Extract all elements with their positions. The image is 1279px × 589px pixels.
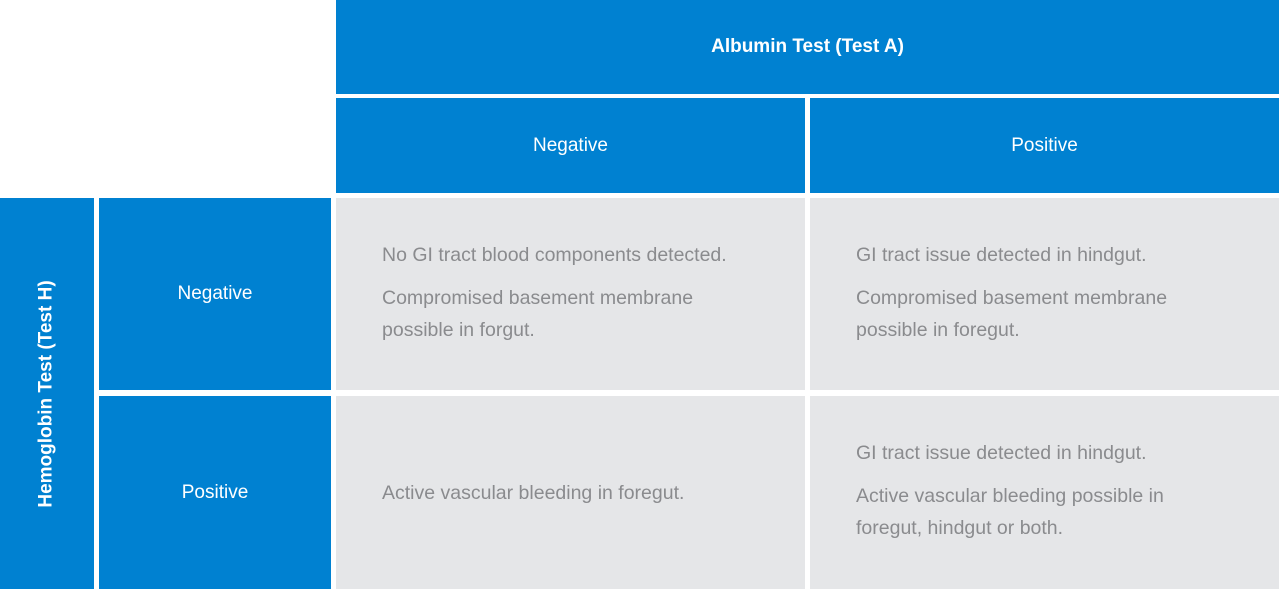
result-text: GI tract issue detected in hindgut. xyxy=(856,442,1147,464)
result-text: Active vascular bleeding possible in foregut, hindgut or both. xyxy=(856,485,1164,539)
result-cell-hneg-aneg xyxy=(336,198,805,390)
column-header-label: Negative xyxy=(533,134,608,156)
row-header-label: Positive xyxy=(181,481,249,503)
row-group-header xyxy=(0,198,94,589)
result-text: GI tract issue detected in hindgut. xyxy=(856,243,1147,266)
result-cell-hpos-aneg xyxy=(336,396,805,589)
row-header-positive xyxy=(99,396,331,589)
result-text: Compromised basement membrane possible in forgut. xyxy=(382,286,694,341)
row-group-header-label: Hemoglobin Test (Test H) xyxy=(36,279,58,508)
column-header-label: Positive xyxy=(1011,134,1078,156)
column-header-positive xyxy=(810,98,1279,193)
result-text: Active vascular bleeding in foregut. xyxy=(382,481,685,504)
column-group-header xyxy=(336,0,1279,94)
column-header-negative xyxy=(336,98,805,193)
result-cell-hpos-apos xyxy=(810,396,1279,589)
result-text: No GI tract blood components detected. xyxy=(382,243,727,266)
result-cell-hneg-apos xyxy=(810,198,1279,390)
row-header-label: Negative xyxy=(177,283,253,304)
row-header-negative xyxy=(99,198,331,390)
result-text: Compromised basement membrane possible in foregut. xyxy=(856,286,1168,341)
column-group-header-label: Albumin Test (Test A) xyxy=(711,36,904,57)
